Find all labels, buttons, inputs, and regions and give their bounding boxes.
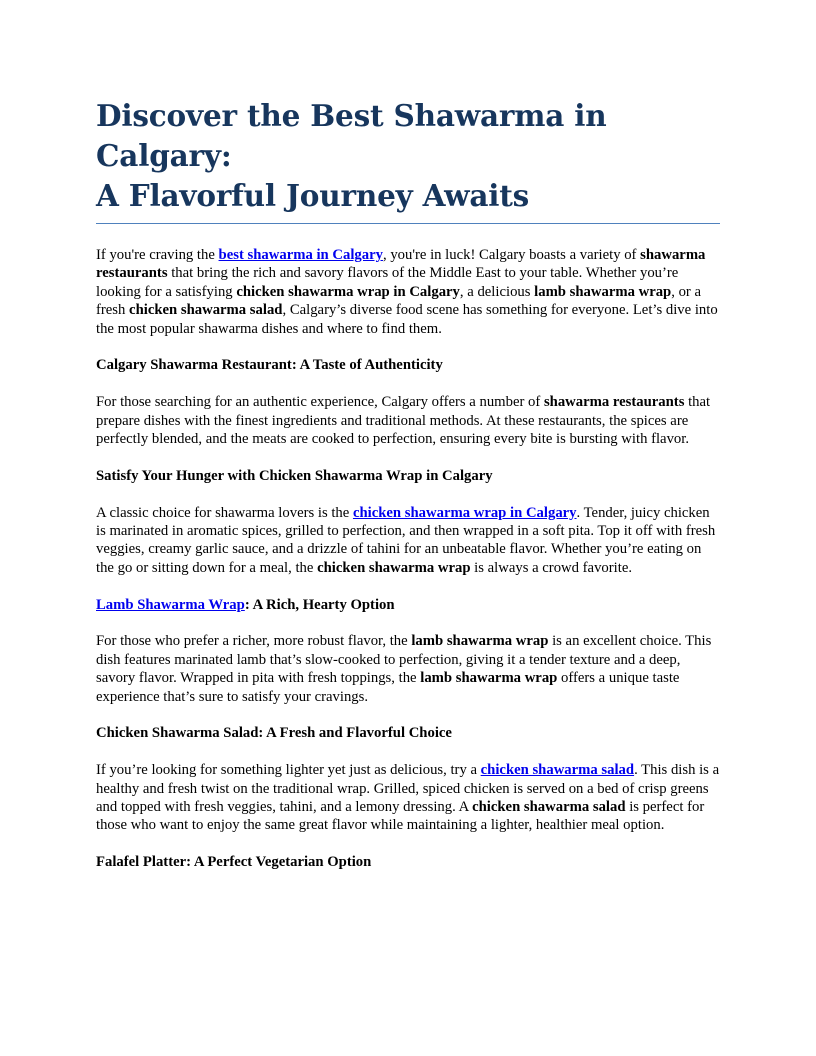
title-line-2: A Flavorful Journey Awaits — [96, 178, 530, 213]
intro-paragraph: If you're craving the best shawarma in Calgary, you're in luck! Calgary boasts a variety of shawarma restaurants that bring the rich and savory flavors of the Middle East to your table. Whether you’re looking for a satisfying chicken shawarma wrap in Calgary, a delicious lamb shawarma wrap, or a fresh chicken shawarma salad, Calgary’s diverse food scene has something for everyone. Let’s dive into the most popular shawarma dishes and where to find them. — [96, 247, 718, 337]
chicken-shawarma-salad-link[interactable]: chicken shawarma salad — [480, 762, 635, 779]
section-heading-chicken-wrap: Satisfy Your Hunger with Chicken Shawarma Wrap in Calgary — [96, 467, 493, 484]
section-paragraph-lamb-wrap: For those who prefer a richer, more robust flavor, the lamb shawarma wrap is an excellent choice. This dish features marinated lamb that’s slow-cooked to perfection, giving it a tender texture and a deep, savory flavor. Wrapped in pita with fresh toppings, the lamb shawarma wrap offers a unique taste experience that’s sure to satisfy your cravings. — [96, 633, 712, 705]
section-paragraph-chicken-salad: If you’re looking for something lighter yet just as delicious, try a chicken shawarma salad. This dish is a healthy and fresh twist on the traditional wrap. Grilled, spiced chicken is served on a bed of crisp greens and topped with fresh veggies, tahini, and a lemony dressing. A chicken shawarma salad is perfect for those who want to enjoy the same great flavor while maintaining a lighter, healthier meal option. — [96, 762, 720, 834]
chicken-shawarma-wrap-link[interactable]: chicken shawarma wrap in Calgary — [352, 504, 577, 521]
section-heading-falafel: Falafel Platter: A Perfect Vegetarian Option — [96, 854, 372, 871]
section-heading-lamb-wrap: Lamb Shawarma Wrap: A Rich, Hearty Option — [96, 596, 395, 613]
best-shawarma-link[interactable]: best shawarma in Calgary — [218, 247, 383, 263]
page-title — [96, 96, 720, 216]
section-paragraph-chicken-wrap: A classic choice for shawarma lovers is the chicken shawarma wrap in Calgary. Tender, juicy chicken is marinated in aromatic spices, grilled to perfection, and then wrapped in a soft pita. Top it off with fresh veggies, creamy garlic sauce, and a drizzle of tahini for an unbeatable flavor. Whether you’re eating on the go or sitting down for a meal, the chicken shawarma wrap is always a crowd favorite. — [96, 504, 716, 576]
section-heading-restaurant: Calgary Shawarma Restaurant: A Taste of Authenticity — [96, 357, 443, 374]
document-page — [96, 96, 720, 872]
lamb-shawarma-wrap-link[interactable]: Lamb Shawarma Wrap — [96, 596, 245, 613]
section-heading-chicken-salad: Chicken Shawarma Salad: A Fresh and Flavorful Choice — [96, 725, 452, 742]
section-paragraph-restaurant: For those searching for an authentic experience, Calgary offers a number of shawarma restaurants that prepare dishes with the finest ingredients and traditional methods. At these restaurants, the spices are perfectly blended, and the meats are cooked to perfection, ensuring every bite is bursting with flavor. — [96, 394, 711, 448]
title-line-1: Discover the Best Shawarma in Calgary: — [96, 98, 607, 173]
title-underline — [96, 223, 720, 224]
